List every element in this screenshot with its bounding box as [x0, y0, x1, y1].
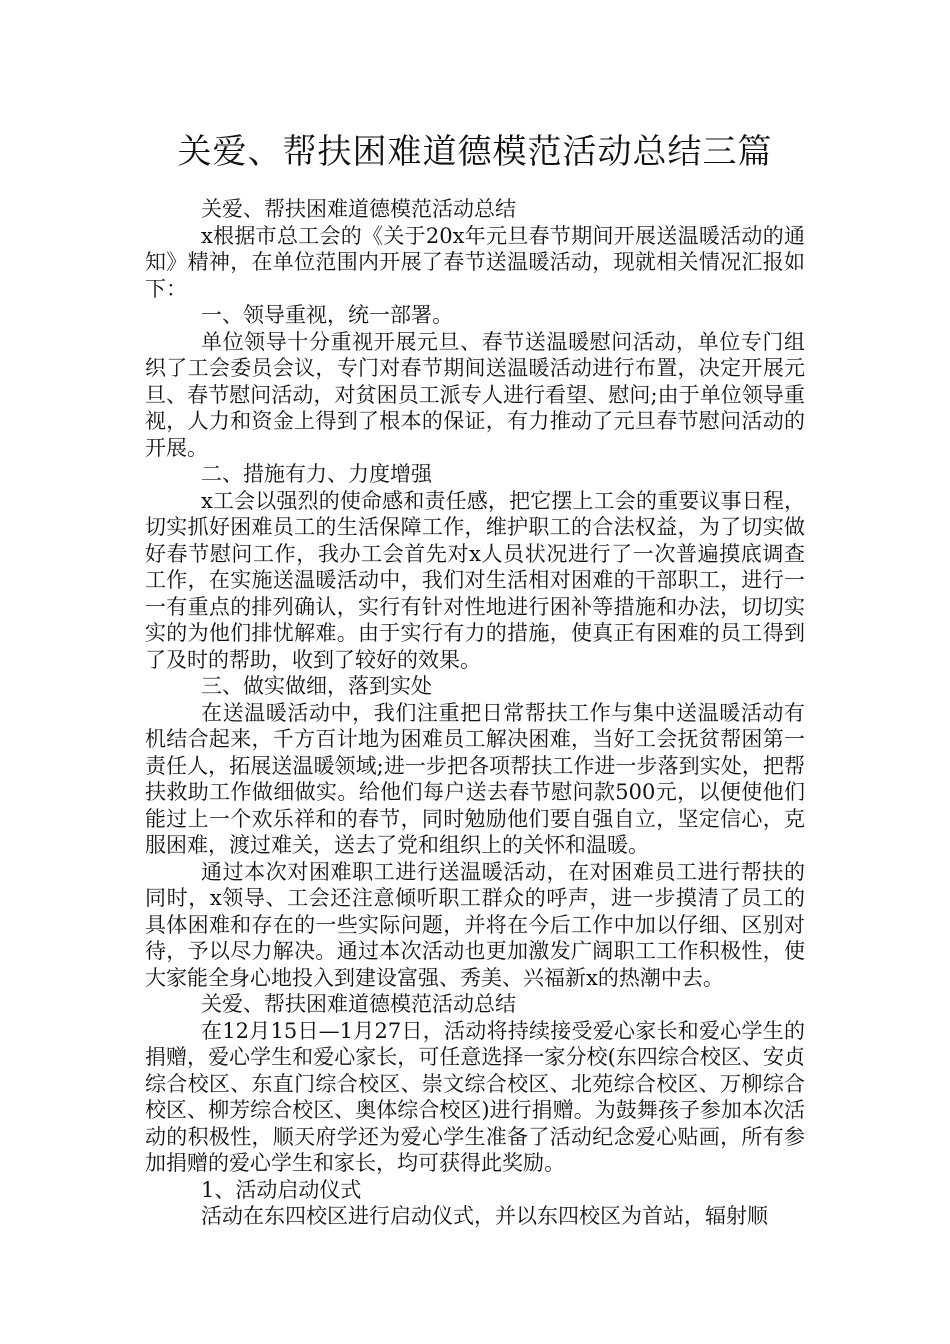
- body-paragraph: 单位领导十分重视开展元旦、春节送温暖慰问活动，单位专门组织了工会委员会议，专门对春节期间送温暖活动进行布置，决定开展元旦、春节慰问活动，对贫困员工派专人进行看望、慰问;由于单位领导重视，人力和资金上得到了根本的保证，有力推动了元旦春节慰问活动的开展。: [145, 329, 805, 460]
- body-paragraph: 通过本次对困难职工进行送温暖活动，在对困难员工进行帮扶的同时，x领导、工会还注意倾听职工群众的呼声，进一步摸清了员工的具体困难和存在的一些实际问题，并将在今后工作中加以仔细、区别对待，予以尽力解决。通过本次活动也更加激发广阔职工工作积极性，使大家能全身心地投入到建设富强、秀美、兴福新x的热潮中去。: [145, 859, 805, 990]
- section-heading: 关爱、帮扶困难道德模范活动总结: [201, 197, 516, 221]
- body-paragraph: 在送温暖活动中，我们注重把日常帮扶工作与集中送温暖活动有机结合起来，千方百计地为困难员工解决困难，当好工会抚贫帮困第一责任人，拓展送温暖领域;进一步把各项帮扶工作进一步落到实处，把帮扶救助工作做细做实。给他们每户送去春节慰问款500元，以便使他们能过上一个欢乐祥和的春节，同时勉励他们要自强自立，坚定信心，克服困难，渡过难关，送去了党和组织上的关怀和温暖。: [145, 700, 805, 857]
- document-page: [145, 128, 805, 1230]
- section-heading: 三、做实做细，落到实处: [201, 674, 432, 698]
- section-heading: 1、活动启动仪式: [201, 1177, 362, 1202]
- document-title: 关爱、帮扶困难道德模范活动总结三篇: [177, 132, 773, 172]
- body-paragraph: 在12月15日—1月27日，活动将持续接受爱心家长和爱心学生的捐赠，爱心学生和爱心家长，可任意选择一家分校(东四综合校区、安贞综合校区、东直门综合校区、崇文综合校区、北苑综合校区、万柳综合校区、柳芳综合校区、奥体综合校区)进行捐赠。为鼓舞孩子参加本次活动的积极性，顺天府学还为爱心学生准备了活动纪念爱心贴画，所有参加捐赠的爱心学生和家长，均可获得此奖励。: [145, 1018, 805, 1175]
- section-heading: 一、领导重视，统一部署。: [201, 303, 453, 327]
- body-paragraph: 活动在东四校区进行启动仪式，并以东四校区为首站，辐射顺: [201, 1204, 768, 1228]
- body-paragraph: x根据市总工会的《关于20x年元旦春节期间开展送温暖活动的通知》精神，在单位范围内开展了春节送温暖活动，现就相关情况汇报如下：: [145, 223, 805, 301]
- section-heading: 二、措施有力、力度增强: [201, 462, 432, 486]
- section-heading: 关爱、帮扶困难道德模范活动总结: [201, 992, 516, 1016]
- body-paragraph: x工会以强烈的使命感和责任感，把它摆上工会的重要议事日程，切实抓好困难员工的生活保障工作，维护职工的合法权益，为了切实做好春节慰问工作，我办工会首先对x人员状况进行了一次普遍摸底调查工作，在实施送温暖活动中，我们对生活相对困难的干部职工，进行一一有重点的排列确认，实行有针对性地进行困补等措施和办法，切切实实的为他们排忧解难。由于实行有力的措施，使真正有困难的员工得到了及时的帮助，收到了较好的效果。: [145, 488, 805, 672]
